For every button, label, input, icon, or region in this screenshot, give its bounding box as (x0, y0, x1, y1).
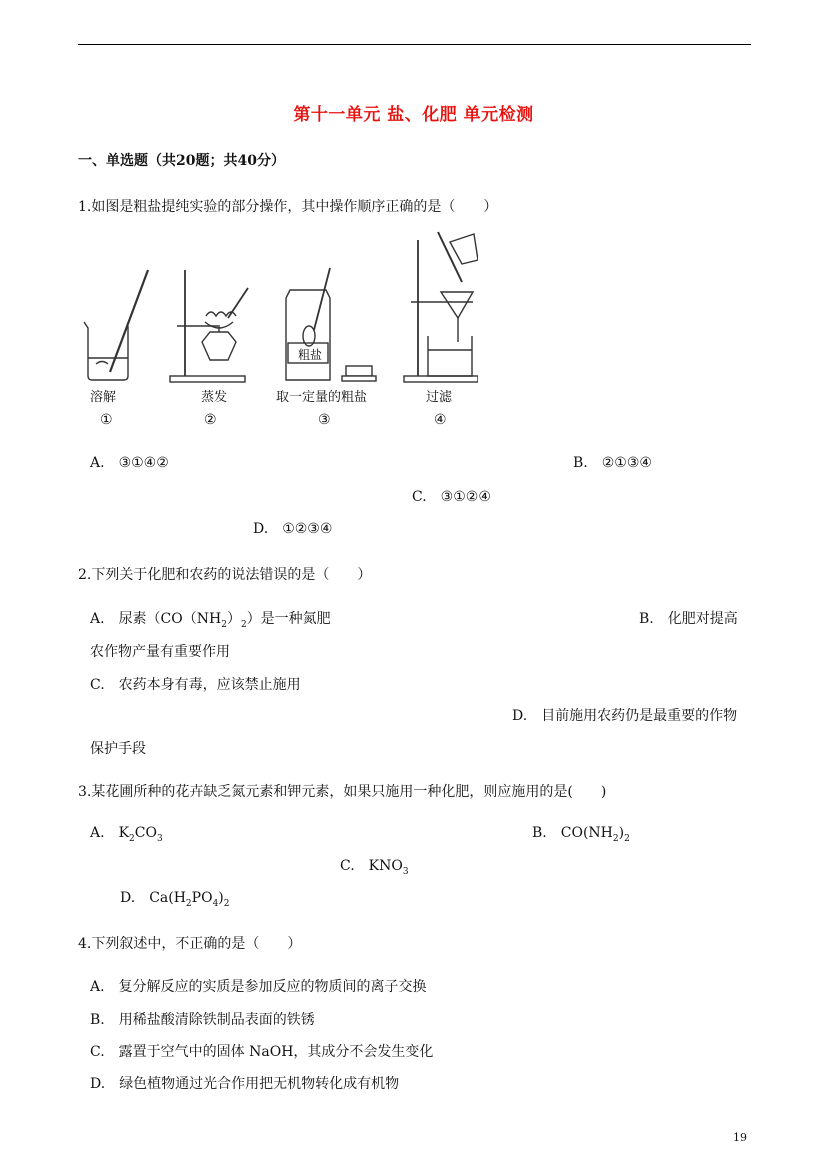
q2-option-a[interactable] (90, 608, 331, 630)
option-letter: B. (532, 825, 547, 841)
q2-option-b[interactable] (639, 608, 738, 628)
q1-option-c[interactable] (412, 489, 491, 505)
option-letter: D. (253, 521, 269, 537)
question-4-stem: 4.下列叙述中，不正确的是（ ） (78, 936, 302, 952)
figure-label-take-salt: 取一定量的粗盐 (276, 390, 368, 405)
q4-option-d[interactable] (90, 1073, 399, 1093)
option-letter: C. (90, 677, 105, 693)
option-letter: A. (90, 979, 105, 995)
option-text: $K_2CO_3$ (118, 825, 163, 844)
q4-option-c[interactable] (90, 1041, 433, 1061)
option-text: 化肥对提高 (667, 611, 738, 627)
header-rule (78, 44, 751, 45)
question-1-stem: 1.如图是粗盐提纯实验的部分操作，其中操作顺序正确的是（ ） (78, 199, 498, 215)
option-text: $Ca(H_2PO_4)_2$ (149, 890, 230, 909)
option-letter: D. (90, 1076, 106, 1092)
option-text: ③①②④ (440, 489, 491, 505)
option-text: 绿色植物通过光合作用把无机物转化成有机物 (119, 1076, 400, 1092)
option-letter: D. (120, 890, 136, 906)
option-letter: B. (90, 1012, 105, 1028)
option-text: 露置于空气中的固体 NaOH，其成分不会发生变化 (118, 1044, 434, 1060)
figure-number-4: ④ (434, 412, 447, 428)
q2-option-d[interactable] (512, 705, 737, 725)
q2-option-d-continued: 保护手段 (90, 741, 146, 757)
option-letter: A. (90, 825, 105, 841)
page-title: 第十一单元 盐、化肥 单元检测 (293, 105, 534, 125)
figure-label-filter: 过滤 (426, 390, 453, 405)
option-letter: B. (573, 455, 588, 471)
q3-option-a[interactable] (90, 825, 163, 844)
q3-option-d[interactable] (120, 890, 230, 909)
jar-label: 粗盐 (298, 348, 323, 362)
q2-option-c[interactable] (90, 674, 301, 694)
q3-option-c[interactable] (340, 858, 409, 877)
page-number: 19 (733, 1131, 747, 1144)
question-3-stem: 3.某花圃所种的花卉缺乏氮元素和钾元素，如果只施用一种化肥，则应施用的是( ) (78, 784, 607, 800)
q1-option-d[interactable] (253, 521, 332, 537)
option-text: ①②③④ (282, 521, 333, 537)
option-text: ③①④② (118, 455, 169, 471)
q1-option-a[interactable] (90, 455, 169, 471)
figure-number-1: ① (100, 412, 113, 428)
q4-option-a[interactable] (90, 976, 427, 996)
figure-label-evaporate: 蒸发 (201, 390, 228, 405)
option-text: 目前施用农药仍是最重要的作物 (541, 708, 738, 724)
option-text: $KNO_3$ (368, 858, 409, 877)
q3-option-b[interactable] (532, 825, 630, 844)
figure-number-3: ③ (318, 412, 331, 428)
option-letter: A. (90, 455, 105, 471)
option-text: 复分解反应的实质是参加反应的物质间的离子交换 (118, 979, 427, 995)
option-letter: C. (340, 858, 355, 874)
salt-purification-figure (78, 230, 478, 430)
option-letter: D. (512, 708, 528, 724)
option-letter: C. (90, 1044, 105, 1060)
option-text: $CO(NH_2)_2$ (560, 825, 630, 844)
figure-number-2: ② (204, 412, 217, 428)
question-2-stem: 2.下列关于化肥和农药的说法错误的是（ ） (78, 567, 372, 583)
option-text: 农药本身有毒，应该禁止施用 (118, 677, 301, 693)
section-heading: 一、单选题（共20题；共40分） (78, 153, 285, 169)
q4-option-b[interactable] (90, 1009, 315, 1029)
option-text: 用稀盐酸清除铁制品表面的铁锈 (118, 1012, 315, 1028)
figure-label-dissolve: 溶解 (90, 390, 117, 405)
q1-option-b[interactable] (573, 455, 652, 471)
option-letter: A. (90, 611, 105, 627)
option-text: 尿素$(CO(NH_2)_2)$是一种氮肥 (118, 611, 331, 630)
option-text: ②①③④ (601, 455, 652, 471)
option-letter: C. (412, 489, 427, 505)
option-letter: B. (639, 611, 654, 627)
q2-option-b-continued: 农作物产量有重要作用 (90, 644, 230, 660)
